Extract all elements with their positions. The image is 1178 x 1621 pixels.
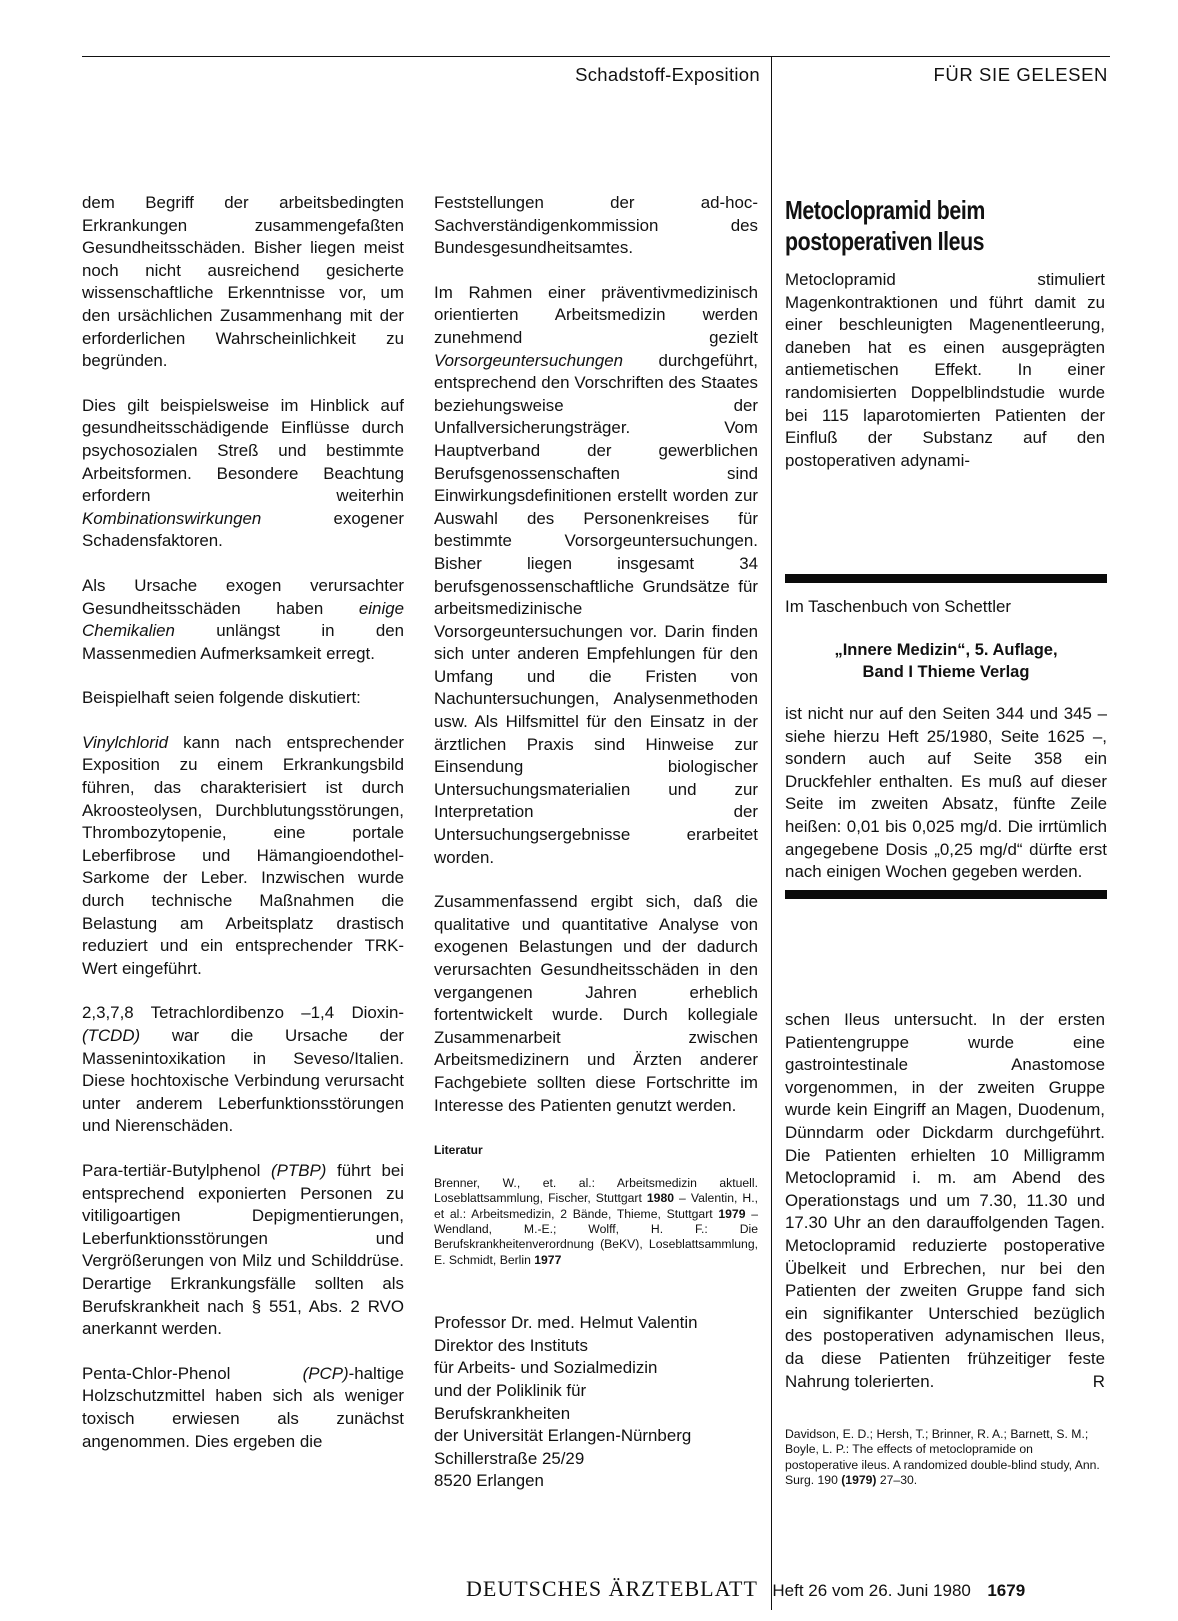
article-column-2 — [434, 192, 758, 1493]
magazine-name: DEUTSCHES ÄRZTEBLATT — [466, 1576, 758, 1601]
paragraph: Beispielhaft seien folgende diskutiert: — [82, 688, 361, 708]
section-header-left: Schadstoff-Exposition — [575, 64, 760, 85]
address-line: für Arbeits- und Sozialmedizin — [434, 1358, 658, 1378]
literature-heading: Literatur — [434, 1143, 483, 1158]
paragraph: Feststellungen der ad-hoc-Sachverständigenkommission des Bundesgesundheitsamtes. — [434, 193, 758, 258]
address-line: 8520 Erlangen — [434, 1471, 544, 1491]
box-bottom-bar — [785, 890, 1107, 899]
page-number: 1679 — [987, 1581, 1026, 1600]
paragraph: Zusammenfassend ergibt sich, daß die qualitative und quantitative Analyse von exogenen Belastungen und der dadurch verursachten Gesundheitsschäden in den vergangenen Jahren erheblich fortentwickelt wurde. Durch kollegiale Zusammenarbeit zwischen Arbeitsmedizinern und Ärzten anderer Fachgebiete sollten diese Fortschritte im Interesse des Patienten genutzt werden. — [434, 892, 758, 1115]
paragraph: Als Ursache exogen verursachter Gesundheitsschäden haben einige Chemikalien unlängst in den Massenmedien Aufmerksamkeit erregt. — [82, 575, 404, 663]
paragraph: Metoclopramid stimuliert Magenkontraktionen und führt damit zu einer beschleunigten Magenentleerung, daneben hat es einen ausgeprägten antiemetischen Effekt. In einer randomisierten Doppelblindstudie wurde bei 115 laparotomierten Patienten der Einfluß der Substanz auf den postoperativen adynami- — [785, 270, 1105, 470]
address-line: Direktor des Instituts — [434, 1335, 588, 1355]
paragraph: Penta-Chlor-Phenol (PCP)-haltige Holzschutzmittel haben sich als weniger toxisch erwiesen als zunächst angenommen. Dies ergeben die — [82, 1363, 404, 1451]
address-line: Professor Dr. med. Helmut Valentin — [434, 1313, 698, 1333]
author-signature: R — [1092, 1371, 1105, 1391]
article-column-3-continued — [785, 1009, 1105, 1393]
address-line: Berufskrankheiten — [434, 1403, 571, 1423]
page-footer — [466, 1576, 1108, 1602]
article-column-1 — [82, 192, 404, 1453]
issue-info: Heft 26 vom 26. Juni 1980 — [772, 1581, 971, 1600]
paragraph: 2,3,7,8 Tetrachlordibenzo –1,4 Dioxin- (TCDD) war die Ursache der Massenintoxikation in Seveso/Italien. Diese hochtoxische Verbindung verursacht unter anderem Leberfunktionsstörungen und Nierenschäden. — [82, 1003, 404, 1136]
paragraph: Vinylchlorid kann nach entsprechender Exposition zu einem Erkrankungsbild führen, das charakterisiert ist durch Akroosteolysen, Durchblutungsstörungen, Thrombozytopenie, eine portale Leberfibrose und Hämangioendothel-Sarkome der Leber. Inzwischen wurde durch technische Maßnahmen die Belastung am Arbeitsplatz drastisch reduziert und ein entsprechender TRK-Wert eingeführt. — [82, 732, 404, 978]
paragraph: Dies gilt beispielsweise im Hinblick auf gesundheitsschädigende Einflüsse durch psychosozialen Streß und bestimmte Arbeitsformen. Besondere Beachtung erfordern weiterhin Kombinationswirkungen exogener Schadensfaktoren. — [82, 395, 404, 551]
article-column-3 — [785, 195, 1105, 472]
top-rule — [82, 56, 1110, 57]
address-line: Schillerstraße 25/29 — [434, 1448, 585, 1468]
paragraph: dem Begriff der arbeitsbedingten Erkrankungen zusammengefaßten Gesundheitsschäden. Bisher liegen meist noch nicht ausreichend gesicherte wissenschaftliche Erkenntnisse vor, um den ursächlichen Zusammenhang mit der erforderlichen Wahrscheinlichkeit zu begründen. — [82, 193, 404, 371]
author-address — [434, 1312, 758, 1493]
paragraph: Para-tertiär-Butylphenol (PTBP) führt bei entsprechend exponierten Personen zu vitiligoartigen Depigmentierungen, Leberfunktionsstörungen und Vergrößerungen von Milz und Schilddrüse. Derartige Erkrankungsfälle sollten als Berufskrankheit nach § 551, Abs. 2 RVO anerkannt werden. — [82, 1160, 404, 1339]
reference: Davidson, E. D.; Hersh, T.; Brinner, R. A.; Barnett, S. M.; Boyle, L. P.: The effects of metoclopramide on postoperative ileus. A randomized double-blind study, Ann. Surg. 190 (1979) 27–30. — [785, 1427, 1100, 1488]
erratum-intro: Im Taschenbuch von Schettler — [785, 597, 1011, 616]
column-divider — [771, 56, 772, 1610]
article-title: Metoclopramid beim postoperativen Ileus — [785, 195, 985, 256]
box-top-bar — [785, 574, 1107, 583]
literature-list: Brenner, W., et. al.: Arbeitsmedizin aktuell. Loseblattsammlung, Fischer, Stuttgart 1980 – Valentin, H., et al.: Arbeitsmedizin, 2 Bände, Thieme, Stuttgart 1979 – Wendland, M.-E.; Wolff, H. F.: Die Berufskrankheitenverordnung (BeKV), Loseblattsammlung, E. Schmidt, Berlin 1977 — [434, 1175, 758, 1267]
section-header-right: FÜR SIE GELESEN — [933, 64, 1108, 85]
paragraph: schen Ileus untersucht. In der ersten Patientengruppe wurde eine gastrointestinale Anastomose vorgenommen, in der zweiten Gruppe wurde kein Eingriff an Magen, Duodenum, Dünndarm oder Dickdarm durchgeführt. Die Patienten erhielten 10 Milligramm Metoclopramid i. m. am Abend des Operationstags und um 7.30, 11.30 und 17.30 Uhr an den darauffolgenden Tagen. Metoclopramid reduzierte postoperative Übelkeit und Erbrechen, nur bei den Patienten der zweiten Gruppe fand sich ein signifikanter Unterschied bezüglich des postoperativen adynamischen Ileus, da diese Patienten frühzeitiger feste Nahrung tolerierten. R — [785, 1009, 1105, 1393]
address-line: der Universität Erlangen-Nürnberg — [434, 1426, 692, 1446]
address-line: und der Poliklinik für — [434, 1380, 587, 1400]
erratum-box — [785, 574, 1107, 899]
erratum-body: ist nicht nur auf den Seiten 344 und 345 – siehe hierzu Heft 25/1980, Seite 1625 –, sondern auch auf Seite 358 ein Druckfehler enthalten. Es muß auf dieser Seite im zweiten Absatz, fünfte Zeile heißen: 0,01 bis 0,025 mg/d. Die irrtümlich angegebene Dosis „0,25 mg/d“ dürfte erst nach einigen Wochen gegeben werden. — [785, 704, 1107, 882]
erratum-title: „Innere Medizin“, 5. Auflage, Band I Thieme Verlag — [834, 641, 1058, 681]
paragraph: Im Rahmen einer präventivmedizinisch orientierten Arbeitsmedizin werden zunehmend gezielt Vorsorgeuntersuchungen durchgeführt, entsprechend den Vorschriften des Staates beziehungsweise der Unfallversicherungsträger. Vom Hauptverband der gewerblichen Berufsgenossenschaften sind Einwirkungsdefinitionen erstellt worden zur Auswahl des Personenkreises für bestimmte Vorsorgeuntersuchungen. Bisher liegen insgesamt 34 berufsgenossenschaftliche Grundsätze für arbeitsmedizinische Vorsorgeuntersuchungen vor. Darin finden sich unter anderen Empfehlungen für den Umfang und die Fristen von Nachuntersuchungen, Analysenmethoden usw. Als Hilfsmittel für den Einsatz in der ärztlichen Praxis sind Hinweise zur Einsendung biologischer Untersuchungsmaterialien und zur Interpretation der Untersuchungsergebnisse erarbeitet worden. — [434, 282, 758, 867]
